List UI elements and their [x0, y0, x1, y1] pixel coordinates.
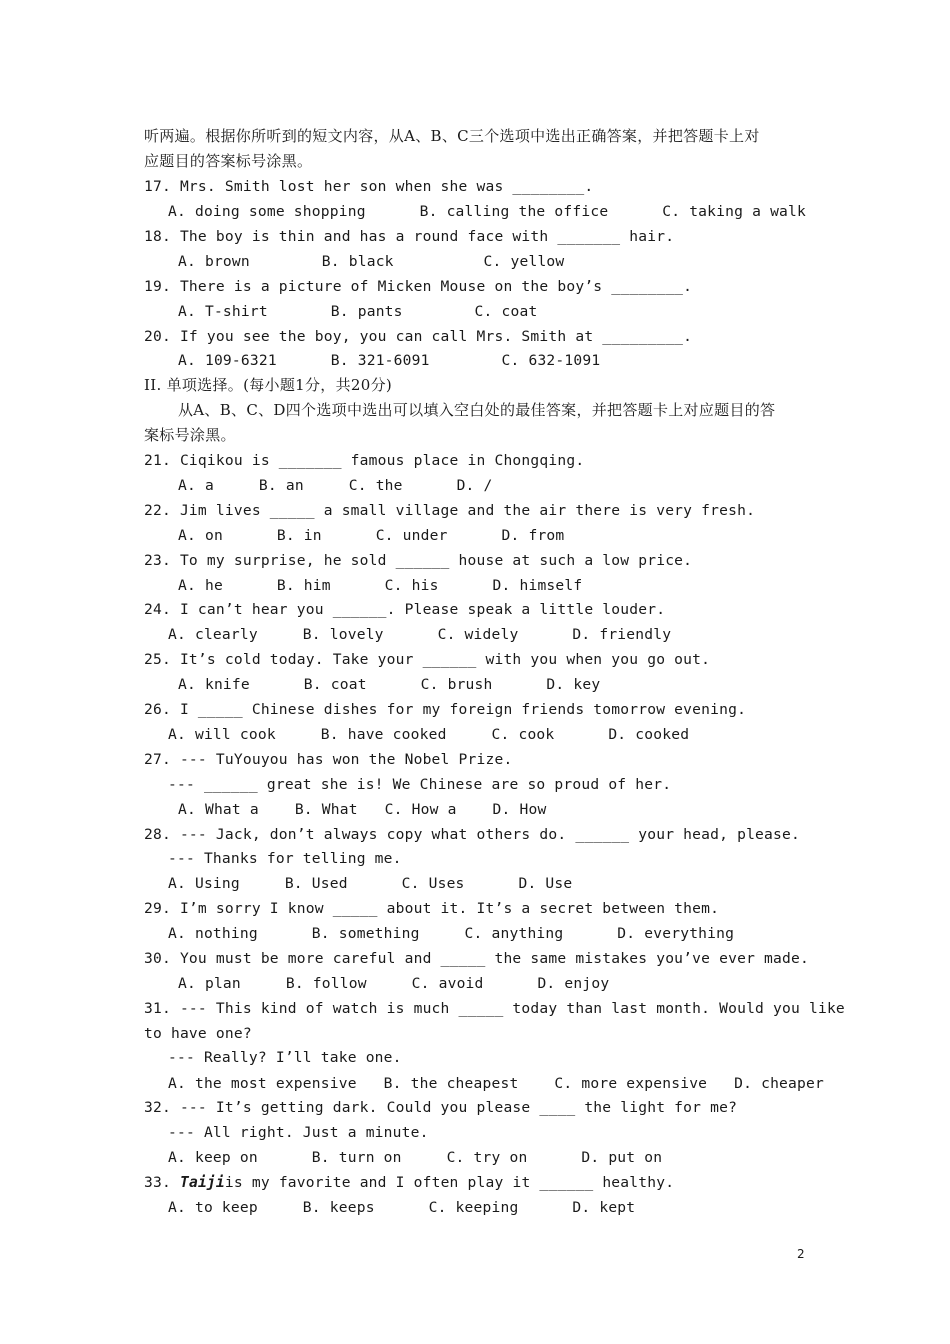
question-17-options: A. doing some shopping B. calling the office C. taking a walk — [168, 203, 807, 220]
listening-intro-line-1: 听两遍。根据你所听到的短文内容，从A、B、C三个选项中选出正确答案，并把答题卡上对 — [144, 127, 760, 145]
question-20-stem: 20. If you see the boy, you can call Mrs. Smith at _________. — [144, 328, 693, 345]
question-27-reply: --- ______ great she is! We Chinese are so proud of her. — [168, 776, 672, 793]
section-2-title: II. 单项选择。(每小题1分，共20分) — [144, 376, 393, 394]
question-33-stem-rest: is my favorite and I often play it ______ healthy. — [224, 1174, 675, 1191]
question-33-emphasis: Taiji — [179, 1174, 225, 1191]
question-33-options: A. to keep B. keeps C. keeping D. kept — [168, 1199, 636, 1216]
question-25-stem: 25. It’s cold today. Take your ______ with you when you go out. — [144, 651, 711, 668]
listening-intro-line-2: 应题目的答案标号涂黑。 — [144, 152, 313, 170]
section-2-instructions-line-1: 从A、B、C、D四个选项中选出可以填入空白处的最佳答案，并把答题卡上对应题目的答 — [178, 401, 776, 419]
question-18-options: A. brown B. black C. yellow — [178, 253, 565, 270]
question-26-options: A. will cook B. have cooked C. cook D. cooked — [168, 726, 690, 743]
question-31-reply: --- Really? I’ll take one. — [168, 1049, 402, 1066]
question-19-stem: 19. There is a picture of Micken Mouse on the boy’s ________. — [144, 278, 693, 295]
question-32-stem: 32. --- It’s getting dark. Could you please ____ the light for me? — [144, 1099, 738, 1116]
question-28-options: A. Using B. Used C. Uses D. Use — [168, 875, 573, 892]
question-31-stem-continued: to have one? — [144, 1025, 252, 1042]
question-25-options: A. knife B. coat C. brush D. key — [178, 676, 601, 693]
question-30-stem: 30. You must be more careful and _____ the same mistakes you’ve ever made. — [144, 950, 809, 967]
question-19-options: A. T-shirt B. pants C. coat — [178, 303, 538, 320]
question-28-stem: 28. --- Jack, don’t always copy what others do. ______ your head, please. — [144, 826, 800, 843]
question-32-options: A. keep on B. turn on C. try on D. put on — [168, 1149, 663, 1166]
question-23-stem: 23. To my surprise, he sold ______ house at such a low price. — [144, 552, 693, 569]
question-31-stem: 31. --- This kind of watch is much _____ today than last month. Would you like — [144, 1000, 845, 1017]
question-21-stem: 21. Ciqikou is _______ famous place in Chongqing. — [144, 452, 585, 469]
question-20-options: A. 109-6321 B. 321-6091 C. 632-1091 — [178, 352, 601, 369]
question-31-options: A. the most expensive B. the cheapest C. more expensive D. cheaper — [168, 1075, 824, 1092]
question-22-options: A. on B. in C. under D. from — [178, 527, 565, 544]
question-30-options: A. plan B. follow C. avoid D. enjoy — [178, 975, 610, 992]
question-33-stem — [144, 1173, 674, 1193]
question-24-stem: 24. I can’t hear you ______. Please speak a little louder. — [144, 601, 666, 618]
page-number: 2 — [797, 1247, 805, 1261]
question-21-options: A. a B. an C. the D. / — [178, 477, 493, 494]
question-17-stem: 17. Mrs. Smith lost her son when she was ________. — [144, 178, 594, 195]
question-22-stem: 22. Jim lives _____ a small village and the air there is very fresh. — [144, 502, 756, 519]
question-28-reply: --- Thanks for telling me. — [168, 850, 402, 867]
question-18-stem: 18. The boy is thin and has a round face with _______ hair. — [144, 228, 675, 245]
question-27-options: A. What a B. What C. How a D. How — [178, 801, 547, 818]
question-32-reply: --- All right. Just a minute. — [168, 1124, 429, 1141]
question-29-options: A. nothing B. something C. anything D. everything — [168, 925, 735, 942]
section-2-instructions-line-2: 案标号涂黑。 — [144, 426, 236, 444]
question-23-options: A. he B. him C. his D. himself — [178, 577, 583, 594]
question-26-stem: 26. I _____ Chinese dishes for my foreign friends tomorrow evening. — [144, 701, 747, 718]
question-27-stem: 27. --- TuYouyou has won the Nobel Prize. — [144, 751, 513, 768]
question-29-stem: 29. I’m sorry I know _____ about it. It’s a secret between them. — [144, 900, 720, 917]
question-24-options: A. clearly B. lovely C. widely D. friendly — [168, 626, 672, 643]
question-33-number: 33. — [144, 1174, 171, 1191]
